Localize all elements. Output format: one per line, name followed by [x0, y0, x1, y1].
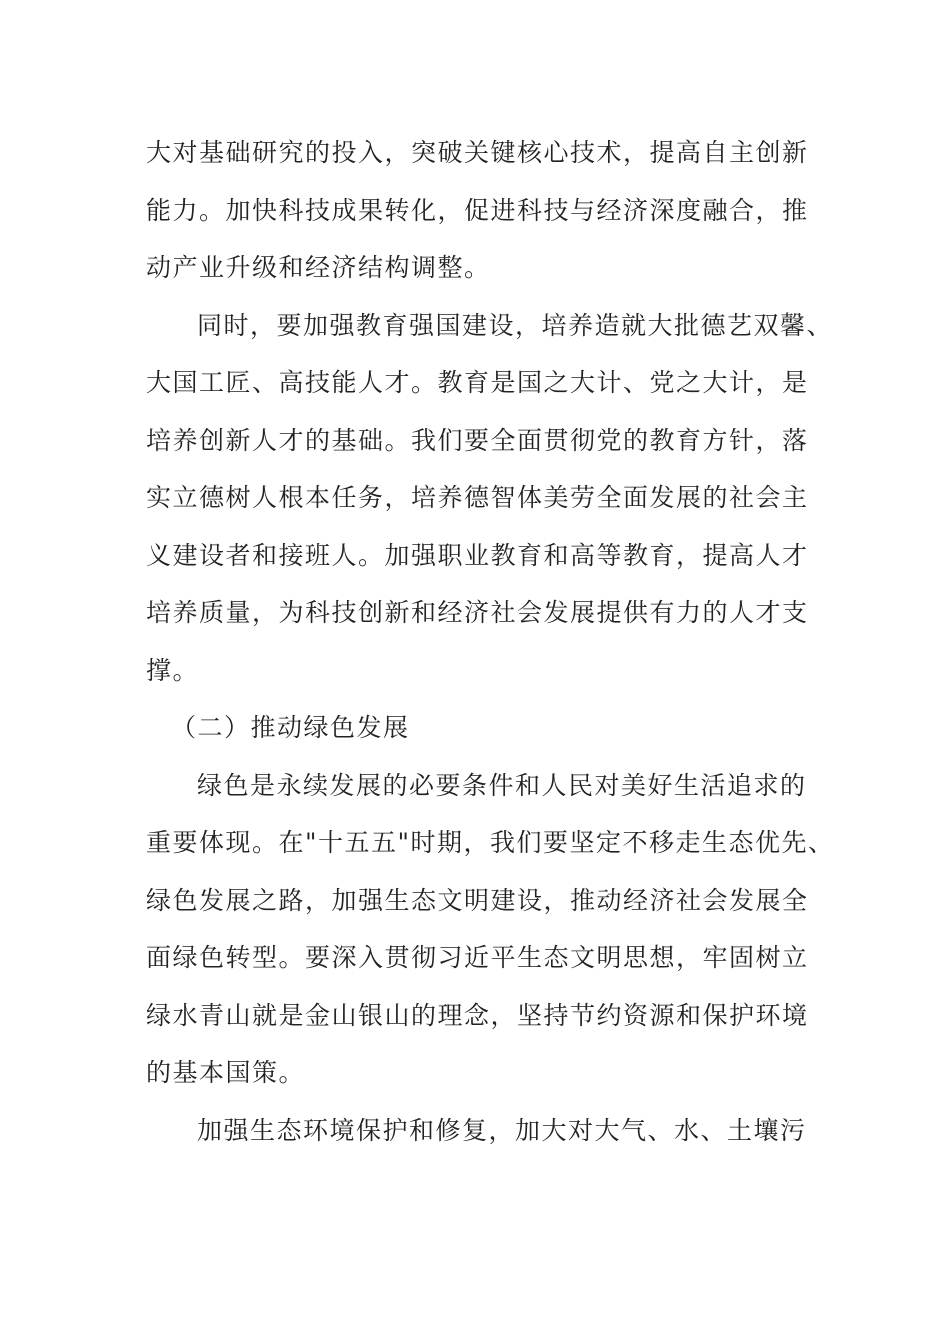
- paragraph-start-line: 同时，要加强教育强国建设，培养造就大批德艺双馨、: [197, 310, 834, 340]
- section-heading: （二）推动绿色发展: [171, 713, 410, 742]
- text-line: 培养创新人才的基础。我们要全面贯彻党的教育方针，落: [146, 425, 809, 455]
- text-line: 重要体现。在"十五五"时期，我们要坚定不移走生态优先、: [146, 828, 835, 857]
- text-line: 动产业升级和经济结构调整。: [146, 253, 491, 282]
- paragraph-start-line: 绿色是永续发展的必要条件和人民对美好生活追求的: [197, 770, 807, 800]
- text-line: 的基本国策。: [146, 1058, 306, 1087]
- text-line: 大对基础研究的投入，突破关键核心技术，提高自主创新: [146, 138, 809, 167]
- text-line: 面绿色转型。要深入贯彻习近平生态文明思想，牢固树立: [146, 943, 809, 972]
- text-line: 实立德树人根本任务，培养德智体美劳全面发展的社会主: [146, 483, 809, 512]
- text-line: 培养质量，为科技创新和经济社会发展提供有力的人才支: [146, 598, 809, 627]
- text-line: 能力。加快科技成果转化，促进科技与经济深度融合，推: [146, 195, 809, 225]
- text-line: 义建设者和接班人。加强职业教育和高等教育，提高人才: [146, 540, 809, 570]
- text-line: 绿水青山就是金山银山的理念，坚持节约资源和保护环境: [146, 1000, 809, 1030]
- text-line: 大国工匠、高技能人才。教育是国之大计、党之大计，是: [146, 368, 809, 397]
- text-line: 撑。: [146, 655, 200, 685]
- text-line: 绿色发展之路，加强生态文明建设，推动经济社会发展全: [146, 885, 809, 915]
- paragraph-start-line: 加强生态环境保护和修复，加大对大气、水、土壤污: [197, 1115, 807, 1145]
- body-text: [146, 124, 835, 1159]
